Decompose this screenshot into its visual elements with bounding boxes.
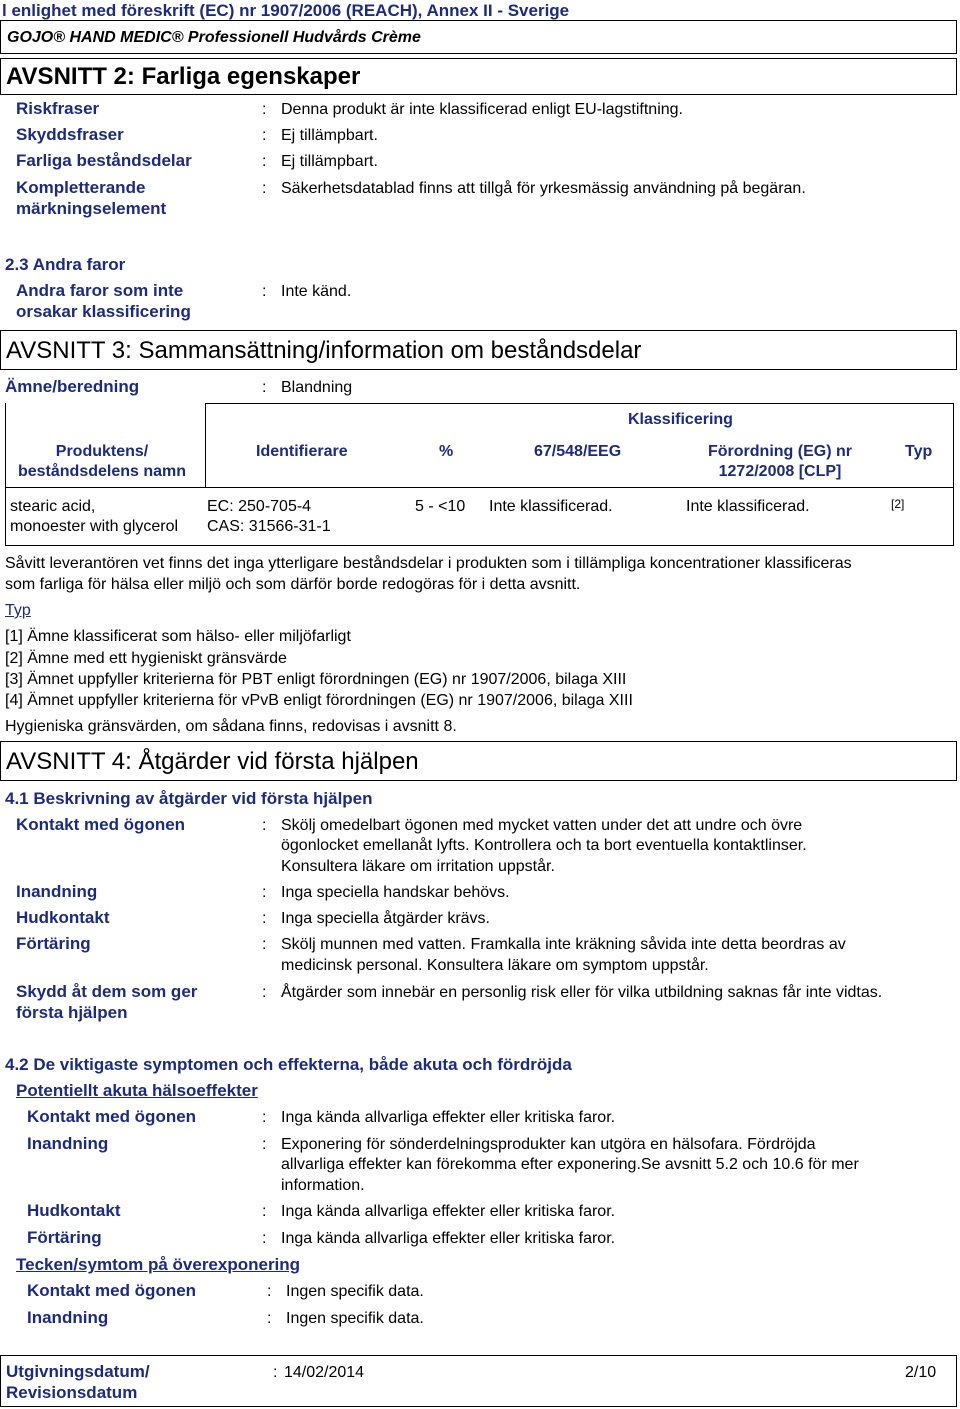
type-heading: Typ xyxy=(5,602,31,619)
label-risk-phrases: Riskfraser xyxy=(16,99,100,118)
overexposure-signs-heading: Tecken/symtom på överexponering xyxy=(16,1255,301,1274)
footer-box xyxy=(0,1355,957,1407)
footer-colon: : xyxy=(273,1364,278,1381)
potential-inhalation-line-1: Exponering för sönderdelningsprodukter kan utgöra en hälsofara. Fördröjda xyxy=(281,1136,816,1153)
label-other-hazards-2: orsakar klassificering xyxy=(16,302,191,321)
cell-name-1: stearic acid, xyxy=(10,498,96,515)
section-2-title: AVSNITT 2: Farliga egenskaper xyxy=(6,63,361,90)
section-3-title: AVSNITT 3: Sammansättning/information om beståndsdelar xyxy=(6,337,642,364)
label-hazardous-ingredients: Farliga beståndsdelar xyxy=(16,151,192,170)
cell-67-548-eeg: Inte klassificerad. xyxy=(489,498,613,515)
label-potential-skin-contact: Hudkontakt xyxy=(27,1201,121,1220)
ingestion-line-2: medicinsk personal. Konsultera läkare om symptom uppstår. xyxy=(281,957,709,974)
colon: : xyxy=(262,817,267,834)
label-other-hazards-1: Andra faror som inte xyxy=(16,281,184,300)
header-percent: % xyxy=(439,443,454,460)
colon: : xyxy=(267,1283,272,1300)
cell-type: [2] xyxy=(891,497,905,511)
label-substance-mixture: Ämne/beredning xyxy=(5,377,140,396)
colon: : xyxy=(262,984,267,1001)
label-supplementary-1: Kompletterande xyxy=(16,178,146,197)
label-eye-contact: Kontakt med ögonen xyxy=(16,815,186,834)
value-supplementary: Säkerhetsdatablad finns att tillgå för yrkesmässig användning på begäran. xyxy=(281,180,806,197)
product-name-box xyxy=(0,20,957,54)
subsection-4-2-heading: 4.2 De viktigaste symptomen och effekterna, både akuta och fördröjda xyxy=(5,1055,572,1074)
supplier-note-line-1: Såvitt leverantören vet finns det inga ytterligare beståndsdelar i produkten som i tillämpliga koncentrationer klassificeras xyxy=(5,555,852,572)
type-item-3: [3] Ämnet uppfyller kriterierna för PBT enligt förordningen (EG) nr 1907/2006, bilaga XIII xyxy=(5,671,627,688)
footer-date-label-2: Revisionsdatum xyxy=(6,1383,138,1402)
label-potential-ingestion: Förtäring xyxy=(27,1228,102,1247)
table-divider-vertical xyxy=(205,403,206,487)
type-item-2: [2] Ämne med ett hygieniskt gränsvärde xyxy=(5,650,287,667)
value-inhalation: Inga speciella handskar behövs. xyxy=(281,884,510,901)
colon: : xyxy=(262,101,267,118)
type-item-4: [4] Ämnet uppfyller kriterierna för vPvB enligt förordningen (EG) nr 1907/2006, bilaga XIII xyxy=(5,692,633,709)
table-border-bottom xyxy=(5,545,954,546)
header-classification: Klassificering xyxy=(628,411,733,428)
colon: : xyxy=(262,379,267,396)
eye-contact-line-3: Konsultera läkare om irritation uppstår. xyxy=(281,858,555,875)
colon: : xyxy=(262,1230,267,1247)
label-supplementary-2: märkningselement xyxy=(16,199,167,218)
value-skin-contact: Inga speciella åtgärder krävs. xyxy=(281,910,490,927)
cell-ec-number: EC: 250-705-4 xyxy=(207,498,312,515)
colon: : xyxy=(262,884,267,901)
header-clp-1: Förordning (EG) nr xyxy=(708,443,852,460)
value-other-hazards: Inte känd. xyxy=(281,283,352,300)
colon: : xyxy=(262,936,267,953)
value-signs-eye-contact: Ingen specifik data. xyxy=(286,1283,424,1300)
section-2-header xyxy=(0,58,957,95)
section-3-header xyxy=(0,330,957,370)
colon: : xyxy=(262,127,267,144)
value-hazardous-ingredients: Ej tillämpbart. xyxy=(281,153,378,170)
potential-inhalation-line-3: information. xyxy=(281,1177,365,1194)
page-number: 2/10 xyxy=(905,1364,937,1381)
colon: : xyxy=(262,1203,267,1220)
label-first-aider-protection-1: Skydd åt dem som ger xyxy=(16,982,198,1001)
cell-clp: Inte klassificerad. xyxy=(686,498,810,515)
label-safety-phrases: Skyddsfraser xyxy=(16,125,124,144)
colon: : xyxy=(267,1310,272,1327)
footer-date-label-1: Utgivningsdatum/ xyxy=(6,1362,150,1381)
value-signs-inhalation: Ingen specifik data. xyxy=(286,1310,424,1327)
label-ingestion: Förtäring xyxy=(16,934,91,953)
cell-name-2: monoester with glycerol xyxy=(10,518,179,535)
potential-inhalation-line-2: allvarliga effekter kan förekomma efter exponering.Se avsnitt 5.2 och 10.6 för mer xyxy=(281,1156,859,1173)
product-name: GOJO® HAND MEDIC® Professionell Hudvårds Crème xyxy=(7,29,421,46)
colon: : xyxy=(262,910,267,927)
table-border-top xyxy=(205,403,953,404)
label-inhalation: Inandning xyxy=(16,882,98,901)
value-risk-phrases: Denna produkt är inte klassificerad enligt EU-lagstiftning. xyxy=(281,101,683,118)
value-potential-eye-contact: Inga kända allvarliga effekter eller kritiska faror. xyxy=(281,1109,616,1126)
table-border-right xyxy=(953,403,954,546)
eye-contact-line-1: Skölj omedelbart ögonen med mycket vatten under det att undre och övre xyxy=(281,817,803,834)
label-skin-contact: Hudkontakt xyxy=(16,908,110,927)
colon: : xyxy=(262,153,267,170)
colon: : xyxy=(262,1136,267,1153)
section-4-header xyxy=(0,741,957,781)
header-clp-2: 1272/2008 [CLP] xyxy=(718,463,842,480)
hygiene-note: Hygieniska gränsvärden, om sådana finns, redovisas i avsnitt 8. xyxy=(5,718,457,735)
subsection-4-1-heading: 4.1 Beskrivning av åtgärder vid första hjälpen xyxy=(5,789,373,808)
document-header-title: l enlighet med föreskrift (EC) nr 1907/2006 (REACH), Annex II - Sverige xyxy=(2,1,570,20)
supplier-note-line-2: som farliga för hälsa eller miljö och som därför borde redogöras för i detta avsnitt. xyxy=(5,576,581,593)
header-type: Typ xyxy=(905,443,933,460)
header-name-1: Produktens/ xyxy=(55,443,149,460)
label-potential-eye-contact: Kontakt med ögonen xyxy=(27,1107,197,1126)
value-substance-mixture: Blandning xyxy=(281,379,353,396)
value-potential-ingestion: Inga kända allvarliga effekter eller kritiska faror. xyxy=(281,1230,616,1247)
colon: : xyxy=(262,1109,267,1126)
type-item-1: [1] Ämne klassificerat som hälso- eller miljöfarligt xyxy=(5,628,351,645)
subsection-2-3-heading: 2.3 Andra faror xyxy=(5,255,126,274)
footer-date-value: 14/02/2014 xyxy=(284,1364,365,1381)
label-signs-eye-contact: Kontakt med ögonen xyxy=(27,1281,197,1300)
ingestion-line-1: Skölj munnen med vatten. Framkalla inte kräkning såvida inte detta beordras av xyxy=(281,936,846,953)
potential-effects-heading: Potentiellt akuta hälsoeffekter xyxy=(16,1081,258,1100)
label-signs-inhalation: Inandning xyxy=(27,1308,109,1327)
eye-contact-line-2: ögonlocket emellanåt lyfts. Kontrollera och ta bort eventuella kontaktlinser. xyxy=(281,837,807,854)
cell-cas-number: CAS: 31566-31-1 xyxy=(207,518,331,535)
section-4-title: AVSNITT 4: Åtgärder vid första hjälpen xyxy=(6,748,419,775)
cell-percent: 5 - <10 xyxy=(415,498,466,515)
label-first-aider-protection-2: första hjälpen xyxy=(16,1003,128,1022)
value-safety-phrases: Ej tillämpbart. xyxy=(281,127,378,144)
value-potential-skin-contact: Inga kända allvarliga effekter eller kritiska faror. xyxy=(281,1203,616,1220)
colon: : xyxy=(262,283,267,300)
colon: : xyxy=(262,180,267,197)
header-67-548-eeg: 67/548/EEG xyxy=(534,443,622,460)
value-first-aider-protection: Åtgärder som innebär en personlig risk eller för vilka utbildning saknas får inte vidtas. xyxy=(281,984,883,1001)
label-potential-inhalation: Inandning xyxy=(27,1134,109,1153)
table-header-divider xyxy=(5,487,954,488)
header-name-2: beståndsdelens namn xyxy=(17,463,187,480)
header-identifier: Identifierare xyxy=(256,443,348,460)
table-border-left xyxy=(5,403,6,546)
